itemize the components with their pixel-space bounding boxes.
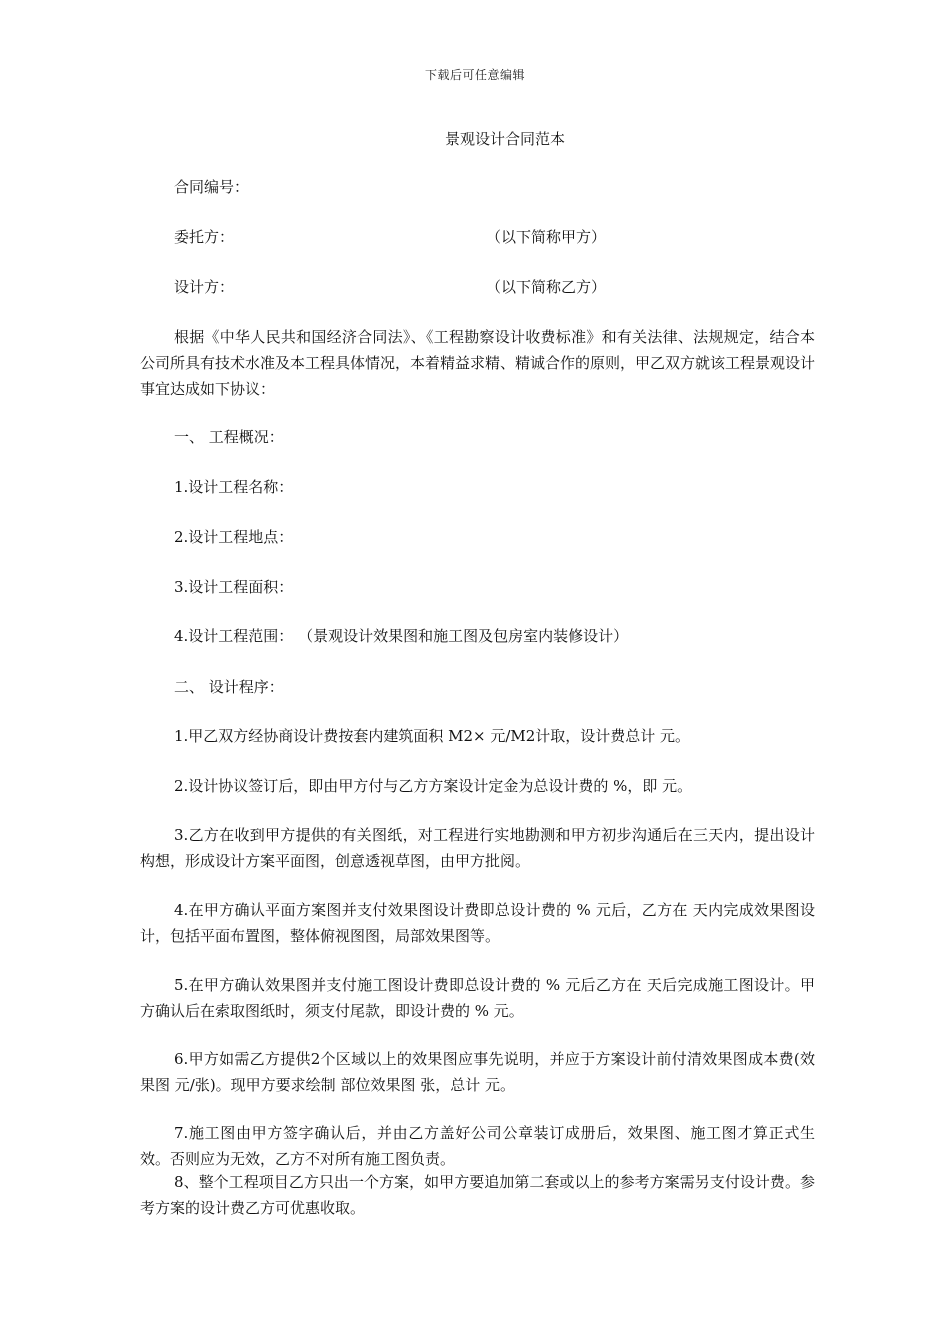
designer-note: （以下简称乙方） [486,278,607,296]
document-title: 景观设计合同范本 [444,130,565,148]
page-header: 下载后可任意编辑 [424,68,525,82]
section2-item: 8、整个工程项目乙方只出一个方案，如甲方要追加第二套或以上的参考方案需另支付设计费。参考方案的设计费乙方可优惠收取。 [140,1173,815,1217]
section1-heading: 一、 工程概况： [174,428,284,446]
section2-item: 7.施工图由甲方签字确认后，并由乙方盖好公司公章装订成册后，效果图、施工图才算正式生效。否则应为无效，乙方不对所有施工图负责。 [140,1124,815,1168]
section2-item: 6.甲方如需乙方提供2个区域以上的效果图应事先说明，并应于方案设计前付清效果图成本费(效果图 元/张)。现甲方要求绘制 部位效果图 张，总计 元。 [140,1050,815,1094]
section1-item: 3.设计工程面积： [174,578,294,596]
section2-heading: 二、 设计程序： [174,678,284,696]
client-label: 委托方： [174,228,235,246]
section2-item: 4.在甲方确认平面方案图并支付效果图设计费即总设计费的 % 元后，乙方在 天内完成效果图设计，包括平面布置图，整体俯视图图，局部效果图等。 [140,901,815,945]
section2-item: 1.甲乙双方经协商设计费按套内建筑面积 M2× 元/M2计取，设计费总计 元。 [174,727,691,745]
section1-item: 1.设计工程名称： [174,478,294,496]
contract-number-label: 合同编号： [174,178,250,196]
client-note: （以下简称甲方） [486,228,607,246]
designer-label: 设计方： [174,278,235,296]
section1-item: 2.设计工程地点： [174,528,294,546]
intro-paragraph: 根据《中华人民共和国经济合同法》、《工程勘察设计收费标准》和有关法律、法规规定，结合本公司所具有技术水准及本工程具体情况，本着精益求精、精诚合作的原则，甲乙双方就该工程景观设计事宜达成如下协议： [140,328,816,398]
section2-item: 3.乙方在收到甲方提供的有关图纸，对工程进行实地勘测和甲方初步沟通后在三天内，提出设计构想，形成设计方案平面图，创意透视草图，由甲方批阅。 [140,826,815,870]
section2-item: 5.在甲方确认效果图并支付施工图设计费即总设计费的 % 元后乙方在 天后完成施工图设计。甲方确认后在索取图纸时，须支付尾款，即设计费的 % 元。 [140,976,815,1020]
section1-item: 4.设计工程范围： （景观设计效果图和施工图及包房室内装修设计） [174,627,629,645]
section2-item: 2.设计协议签订后，即由甲方付与乙方方案设计定金为总设计费的 %，即 元。 [174,777,693,795]
